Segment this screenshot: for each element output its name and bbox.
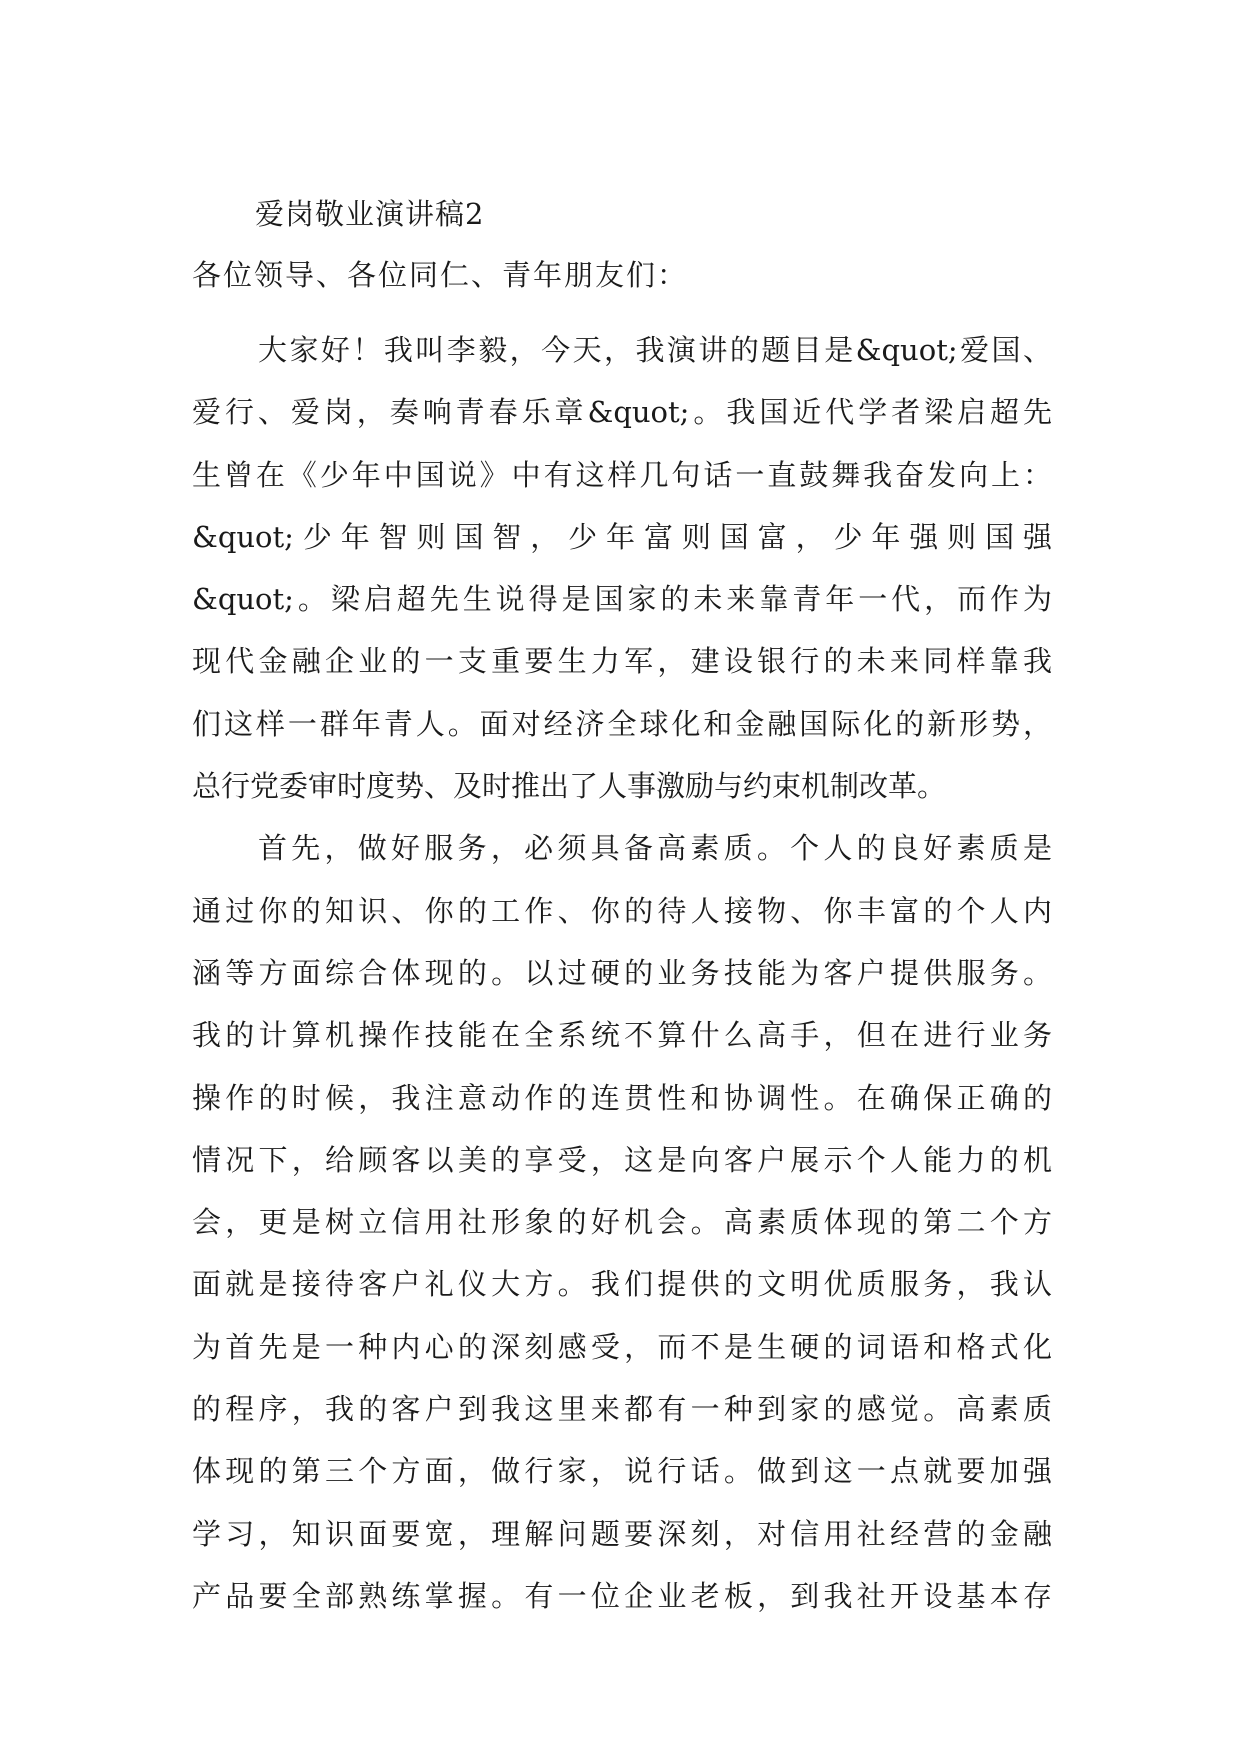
paragraph-2-line-1: 首先，做好服务，必须具备高素质。个人的良好素质是 [258,831,1052,866]
paragraph-1-line-1: 大家好！我叫李毅，今天，我演讲的题目是&quot;爱国、 [258,333,1052,367]
paragraph-2-line-10: 的程序，我的客户到我这里来都有一种到家的感觉。高素质 [192,1392,1052,1427]
paragraph-2-line-2: 通过你的知识、你的工作、你的待人接物、你丰富的个人内 [192,893,1052,928]
document-title: 爱岗敬业演讲稿2 [255,197,485,231]
paragraph-2-line-11: 体现的第三个方面，做行家，说行话。做到这一点就要加强 [192,1454,1052,1489]
paragraph-2-line-8: 面就是接待客户礼仪大方。我们提供的文明优质服务，我认 [192,1267,1052,1302]
paragraph-2-line-3: 涵等方面综合体现的。以过硬的业务技能为客户提供服务。 [192,955,1052,990]
paragraph-1-line-4: &quot;少年智则国智，少年富则国富，少年强则国强 [192,519,1052,554]
paragraph-2-line-12: 学习，知识面要宽，理解问题要深刻，对信用社经营的金融 [192,1516,1052,1551]
paragraph-1-line-6: 现代金融企业的一支重要生力军，建设银行的未来同样靠我 [192,644,1052,679]
paragraph-2-line-7: 会，更是树立信用社形象的好机会。高素质体现的第二个方 [192,1205,1052,1240]
paragraph-2-line-5: 操作的时候，我注意动作的连贯性和协调性。在确保正确的 [192,1080,1052,1115]
paragraph-1-line-8: 总行党委审时度势、及时推出了人事激励与约束机制改革。 [192,769,947,804]
paragraph-2-line-13: 产品要全部熟练掌握。有一位企业老板，到我社开设基本存 [192,1578,1052,1613]
paragraph-2-line-6: 情况下，给顾客以美的享受，这是向客户展示个人能力的机 [192,1142,1052,1177]
paragraph-1-line-5: &quot;。梁启超先生说得是国家的未来靠青年一代，而作为 [192,582,1052,617]
paragraph-1-line-2: 爱行、爱岗，奏响青春乐章&quot;。我国近代学者梁启超先 [192,395,1052,430]
paragraph-1-line-7: 们这样一群年青人。面对经济全球化和金融国际化的新形势， [192,706,1052,741]
document-body [192,319,1052,1627]
paragraph-1-line-3: 生曾在《少年中国说》中有这样几句话一直鼓舞我奋发向上： [192,457,1052,492]
paragraph-2-line-4: 我的计算机操作技能在全系统不算什么高手，但在进行业务 [192,1018,1052,1053]
salutation: 各位领导、各位同仁、青年朋友们： [192,258,689,292]
paragraph-2-line-9: 为首先是一种内心的深刻感受，而不是生硬的词语和格式化 [192,1329,1052,1364]
